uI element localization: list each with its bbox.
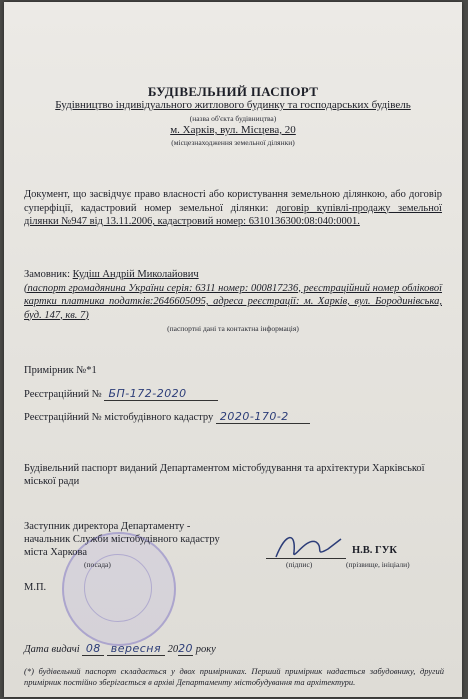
footnote: (*) будівельний паспорт складається у двох примірниках. Перший примірник надається забудовнику, другий примірник постійно зберігається в архіві Департаменту містобудування та архітектури. [24, 666, 444, 687]
cadastre-number-label: Реєстраційний № містобудівного кадастру [24, 412, 214, 423]
ownership-document-paragraph [24, 188, 442, 229]
customer-label: Замовник: [24, 269, 73, 280]
issue-date-year-prefix: 20 [167, 644, 179, 655]
stamp-place-label: М.П. [24, 582, 47, 593]
signatory-line-2: начальник Служби містобудівного кадастру [24, 534, 220, 545]
ownership-document-details: договір купівлі-продажу земельної ділянки №947 від 13.11.2006, кадастровий номер: 6310136300:08:040:0001. [24, 202, 442, 227]
issued-by: Будівельний паспорт виданий Департаментом містобудування та архітектури Харківської міської ради [24, 463, 425, 487]
issue-date-suffix: року [195, 644, 216, 655]
location: м. Харків, вул. Місцева, 20 [170, 124, 296, 136]
signature-line [266, 558, 346, 559]
issue-date-month: вересня [107, 642, 165, 656]
passport-page [4, 2, 462, 697]
registration-number-row [24, 387, 218, 401]
customer-details: (паспорт громадянина України серія: 6311 номер: 000817236, реєстраційний номер облікової картки платника податків:2646605095, адреса реєстрації: м. Харків, вул. Бородинівська, буд. 147, кв. 7) [24, 282, 442, 321]
position-caption: (посада) [84, 560, 111, 569]
issue-date-day: 08 [82, 642, 104, 656]
customer-caption: (паспортні дані та контактна інформація) [167, 324, 299, 333]
customer-paragraph [24, 268, 442, 322]
signatory-line-3: міста Харкова [24, 547, 88, 558]
issue-date-label: Дата видачі [24, 644, 80, 655]
cadastre-number-row [24, 410, 310, 424]
object-caption: (назва об'єкта будівництва) [189, 114, 277, 123]
signature-caption: (підпис) [286, 560, 313, 569]
document-title: БУДІВЕЛЬНИЙ ПАСПОРТ [147, 84, 319, 99]
customer-name: Кудіш Андрій Миколайович [72, 269, 199, 280]
cadastre-number-value: 2020-170-2 [216, 410, 310, 424]
location-caption: (місцезнаходження земельної ділянки) [171, 138, 295, 147]
issue-date-year-suffix: 20 [178, 642, 194, 655]
issue-date-row [24, 642, 216, 656]
registration-number-value: БП-172-2020 [104, 387, 218, 401]
registration-number-label: Реєстраційний № [24, 389, 102, 400]
name-caption: (прізвище, ініціали) [346, 560, 410, 569]
object-name: Будівництво індивідуального житлового будинку та господарських будівель [55, 99, 411, 111]
copy-number: Примірник №*1 [24, 365, 97, 376]
signatory-position [24, 520, 220, 559]
signatory-line-1: Заступник директора Департаменту - [24, 521, 191, 532]
signer-name: Н.В. ГУК [352, 545, 398, 556]
ownership-document-text: Документ, що засвідчує право власності або користування земельною ділянкою, або договір суперфіції, кадастровий номер земельної ділянки: [24, 189, 442, 214]
